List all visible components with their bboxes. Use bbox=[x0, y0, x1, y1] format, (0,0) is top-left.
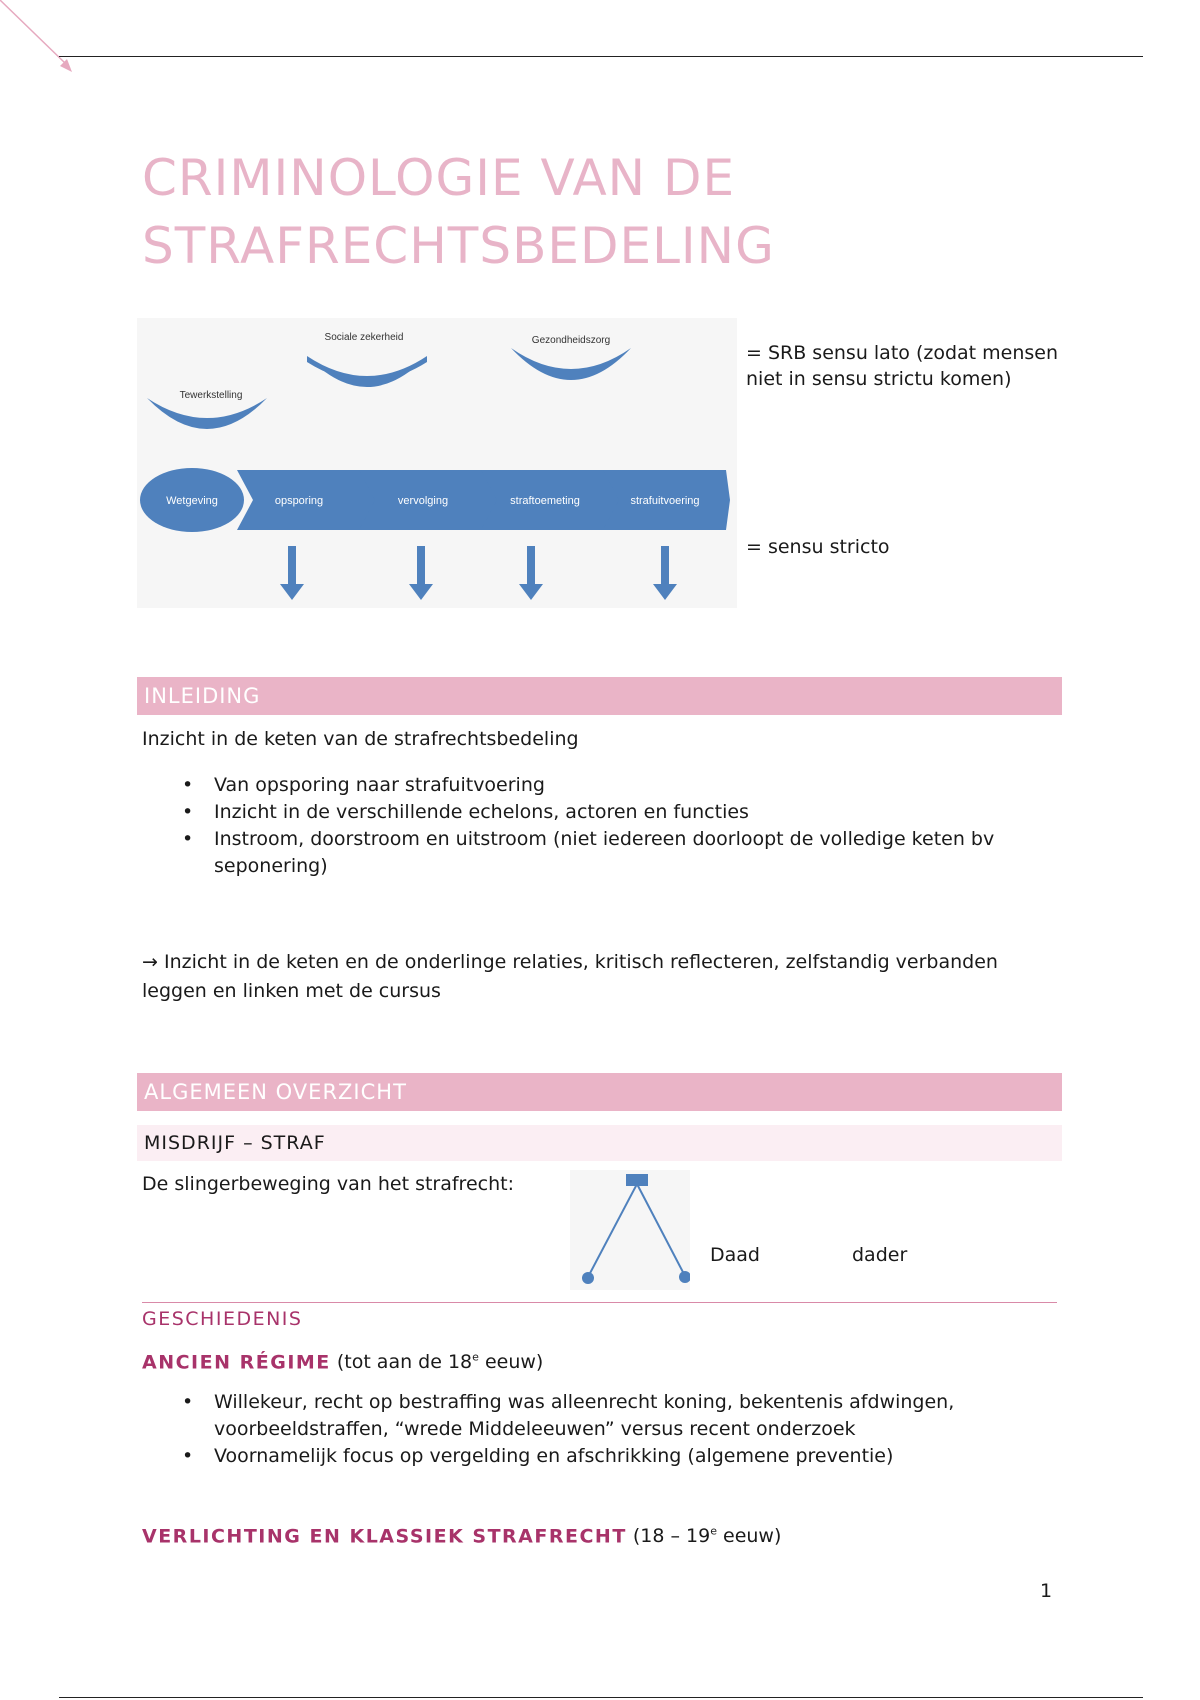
list-item bbox=[142, 826, 1057, 880]
footer-rule bbox=[59, 1697, 1143, 1698]
bullet-icon: • bbox=[182, 774, 194, 796]
page-title-line-2: STRAFRECHTSBEDELING bbox=[142, 217, 775, 275]
chevron-label-straftoemeting: straftoemeting bbox=[510, 495, 580, 507]
corner-arrow-icon bbox=[0, 0, 80, 80]
section-heading-inleiding: INLEIDING bbox=[137, 677, 1062, 715]
verlichting-title: VERLICHTING EN KLASSIEK STRAFRECHT bbox=[142, 1525, 627, 1548]
verlichting-period: (18 – 19e eeuw) bbox=[632, 1525, 782, 1548]
bullet-icon: • bbox=[182, 1391, 194, 1413]
bullet-icon: • bbox=[182, 828, 194, 850]
pendulum-diagram bbox=[570, 1170, 690, 1290]
pendulum-bob-left bbox=[582, 1272, 594, 1284]
list-item bbox=[142, 799, 1057, 826]
chevron-label-opsporing: opsporing bbox=[274, 495, 324, 507]
note-sensu-stricto: = sensu stricto bbox=[746, 536, 890, 558]
arc-label-tewerkstelling: Tewerkstelling bbox=[179, 390, 243, 401]
label-dader: dader bbox=[852, 1244, 908, 1266]
inleiding-intro: Inzicht in de keten van de strafrechtsbedeling bbox=[142, 728, 579, 750]
inleiding-conclusion: → Inzicht in de keten en de onderlinge relaties, kritisch reflecteren, zelfstandig verbanden leggen en linken met de cursus bbox=[142, 951, 998, 1002]
bullet-icon: • bbox=[182, 801, 194, 823]
inleiding-bullet-list bbox=[142, 772, 1057, 880]
diagram-background bbox=[137, 318, 737, 608]
list-item bbox=[142, 772, 1057, 799]
header-rule bbox=[59, 56, 1143, 57]
arc-label-sociale-zekerheid: Sociale zekerheid bbox=[324, 332, 404, 343]
page-title-line-1: CRIMINOLOGIE VAN DE bbox=[142, 149, 736, 207]
heading-verlichting bbox=[142, 1518, 1057, 1550]
slinger-text: De slingerbeweging van het strafrecht: bbox=[142, 1173, 514, 1195]
arc-label-gezondheidszorg: Gezondheidszorg bbox=[531, 335, 611, 346]
list-item bbox=[142, 1389, 1057, 1443]
list-item-text: Willekeur, recht op bestraffing was alleenrecht koning, bekentenis afdwingen, voorbeeldstraffen, “wrede Middeleeuwen” versus recent onderzoek bbox=[214, 1391, 955, 1440]
heading-geschiedenis: GESCHIEDENIS bbox=[142, 1308, 303, 1330]
page-title bbox=[142, 144, 1042, 280]
srb-chain-diagram bbox=[137, 318, 737, 608]
list-item-text: Voornamelijk focus op vergelding en afschrikking (algemene preventie) bbox=[214, 1445, 894, 1467]
ancien-bullet-list bbox=[142, 1389, 1057, 1470]
note-sensu-lato: = SRB sensu lato (zodat mensen niet in sensu strictu komen) bbox=[746, 342, 1059, 390]
label-daad: Daad bbox=[710, 1244, 760, 1266]
ancien-regime-title: ANCIEN RÉGIME bbox=[142, 1351, 331, 1374]
ancien-regime-period: (tot aan de 18e eeuw) bbox=[336, 1351, 544, 1374]
list-item-text: Inzicht in de verschillende echelons, actoren en functies bbox=[214, 801, 749, 823]
page-number: 1 bbox=[1040, 1580, 1053, 1602]
section-divider bbox=[142, 1302, 1057, 1303]
section-heading-algemeen-overzicht: ALGEMEEN OVERZICHT bbox=[137, 1073, 1062, 1111]
list-item-text: Instroom, doorstroom en uitstroom (niet iedereen doorloopt de volledige keten bv seponering) bbox=[214, 828, 995, 877]
list-item-text: Van opsporing naar strafuitvoering bbox=[214, 774, 545, 796]
chevron-label-strafuitvoering: strafuitvoering bbox=[630, 495, 700, 507]
heading-ancien-regime bbox=[142, 1344, 1057, 1376]
subheading-misdrijf-straf: MISDRIJF – STRAF bbox=[137, 1125, 1062, 1161]
bullet-icon: • bbox=[182, 1445, 194, 1467]
chevron-label-vervolging: vervolging bbox=[397, 495, 449, 507]
chain-start-label: Wetgeving bbox=[166, 495, 218, 507]
list-item bbox=[142, 1443, 1057, 1470]
